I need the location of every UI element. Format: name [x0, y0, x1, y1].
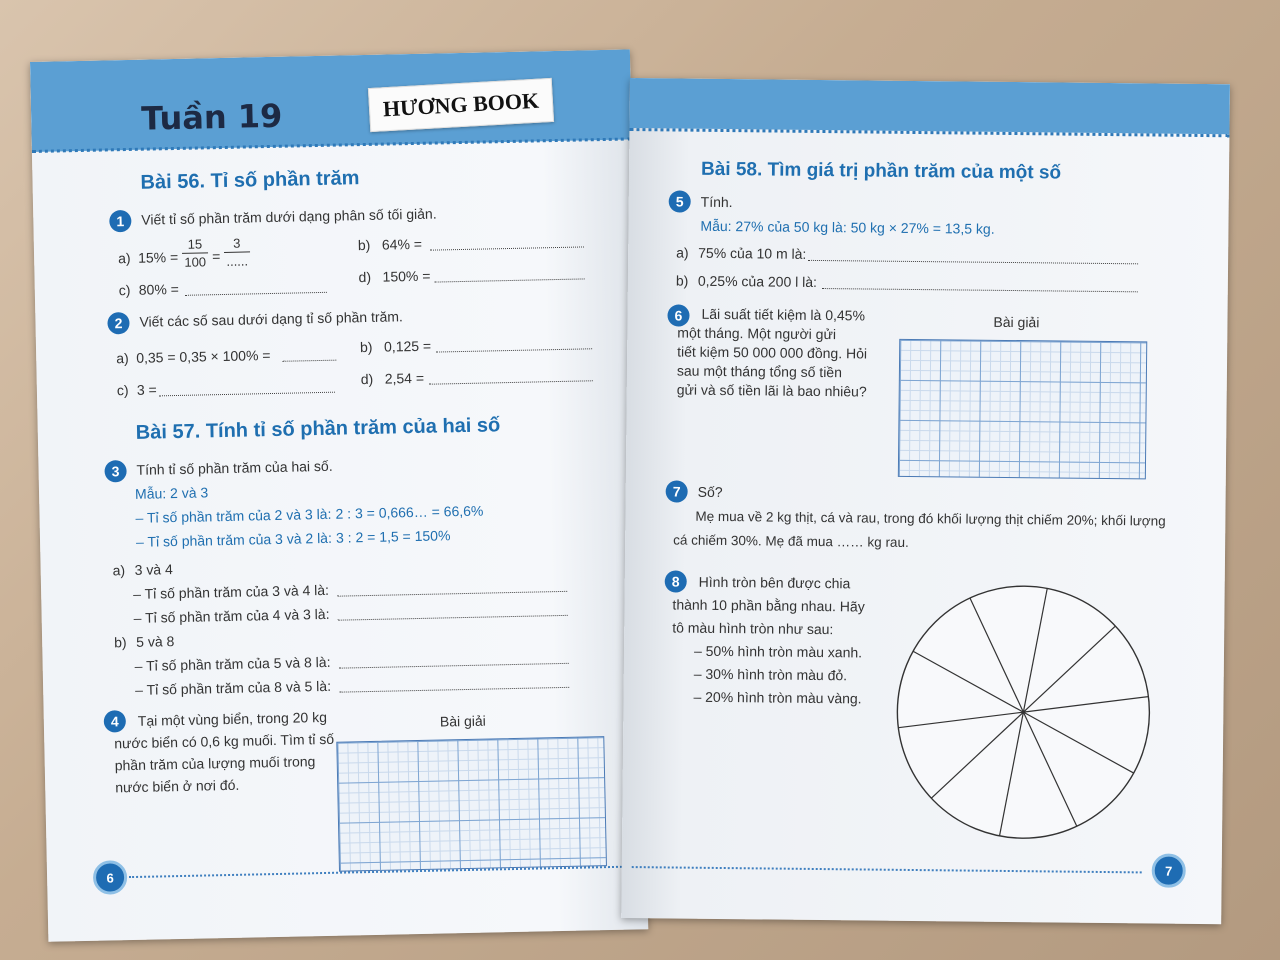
exercise-7-prompt: Số? [697, 483, 723, 500]
ex3-b-2-text: – Tỉ số phần trăm của 8 và 5 là: [135, 677, 332, 698]
ex4-line-1: Tại một vùng biển, trong 20 kg [137, 708, 328, 729]
lesson-57-title: Bài 57. Tính tỉ số phần trăm của hai số [135, 414, 501, 444]
ex3-a-text: 3 và 4 [134, 561, 173, 578]
publisher-sticker: HƯƠNG BOOK [368, 78, 554, 132]
ex3-b-text: 5 và 8 [136, 633, 175, 650]
ex2-b-label: b) [359, 338, 373, 356]
exercise-5-badge: 5 [669, 190, 691, 212]
exercise-4-badge: 4 [104, 710, 126, 732]
ex8-item-red: – 30% hình tròn màu đỏ. [693, 665, 848, 684]
ex6-line-2: một tháng. Một người gửi [677, 324, 837, 343]
ex5-b-text: 0,25% của 200 l là: [697, 272, 818, 290]
ex2-d-label: d) [360, 370, 374, 388]
exercise-6-badge: 6 [667, 304, 689, 326]
numerator: 3 [233, 235, 241, 251]
page-number-right: 7 [1152, 854, 1186, 888]
ex2-b-text: 0,125 = [383, 337, 432, 355]
ex5-b-label: b) [675, 272, 689, 289]
exercise-1-badge: 1 [109, 210, 131, 232]
ex5-a-answer-line[interactable] [808, 260, 1138, 264]
ex1-c-text: 80% = [138, 280, 180, 298]
ex1-a-fraction-1 [182, 236, 209, 270]
ex8-line-1: Hình tròn bên được chia [698, 573, 851, 592]
ex4-line-4: nước biển ở nơi đó. [115, 776, 240, 796]
ex1-a-label: a) [117, 249, 131, 267]
exercise-1-prompt: Viết tỉ số phần trăm dưới dạng phân số tối giản. [141, 205, 437, 228]
ex3-sample-label: Mẫu: 2 và 3 [134, 484, 209, 502]
ex1-b-label: b) [357, 236, 371, 254]
ex5-sample: Mẫu: 27% của 50 kg là: 50 kg × 27% = 13,5 kg. [700, 217, 995, 237]
ex3-a-1-text: – Tỉ số phần trăm của 3 và 4 là: [132, 581, 330, 602]
ex4-line-2: nước biển có 0,6 kg muối. Tìm tỉ số [114, 730, 335, 752]
ex8-item-blue: – 50% hình tròn màu xanh. [693, 642, 863, 661]
page-number-left: 6 [93, 860, 128, 895]
lesson-56-title: Bài 56. Tỉ số phần trăm [140, 167, 360, 194]
ex1-b-text: 64% = [381, 235, 423, 253]
ex3-b-2-answer-line[interactable] [339, 687, 569, 693]
ex6-solution-grid[interactable] [898, 339, 1147, 480]
denominator: 100 [184, 254, 207, 270]
exercise-2-badge: 2 [107, 312, 129, 334]
ex3-sample-2-label: – Tỉ số phần trăm của 3 và 2 là: [135, 529, 333, 550]
exercise-6-prompt [677, 305, 868, 402]
numerator: 15 [187, 236, 203, 252]
ex2-a-text: 0,35 = 0,35 × 100% = [136, 347, 271, 366]
ex1-d-text: 150% = [382, 267, 431, 285]
ex1-d-label: d) [358, 268, 372, 286]
ex2-c-answer-line[interactable] [159, 392, 335, 397]
ex1-c-answer-line[interactable] [185, 292, 327, 296]
ex8-line-2: thành 10 phần bằng nhau. Hãy [672, 596, 865, 615]
ex2-d-text: 2,54 = [384, 369, 425, 387]
ex5-b-answer-line[interactable] [822, 288, 1138, 292]
ex3-sample-1-label: – Tỉ số phần trăm của 2 và 3 là: [135, 505, 332, 526]
ex8-item-yellow: – 20% hình tròn màu vàng. [693, 688, 862, 707]
exercise-8-prompt [671, 570, 872, 710]
exercise-3-badge: 3 [104, 460, 126, 482]
ex8-line-3: tô màu hình tròn như sau: [672, 619, 834, 638]
denominator: ...... [226, 253, 249, 269]
ex3-a-2-answer-line[interactable] [338, 615, 568, 621]
ex6-solution-label: Bài giải [993, 313, 1040, 331]
ex7-line-2: cá chiếm 30%. Mẹ đã mua …… kg rau. [673, 532, 909, 550]
ex1-a-text: 15% = [137, 248, 179, 266]
ex6-line-4: sau một tháng tổng số tiền [676, 362, 843, 381]
ex5-a-label: a) [676, 244, 689, 261]
ex6-line-5: gửi và số tiền lãi là bao nhiêu? [676, 381, 867, 400]
ex7-line-1: Mẹ mua về 2 kg thịt, cá và rau, trong đó khối lượng thịt chiếm 20%; khối lượng [695, 508, 1166, 529]
header-band [629, 78, 1229, 134]
ex4-line-3: phần trăm của lượng muối trong [114, 753, 316, 774]
exercise-3-prompt: Tính tỉ số phần trăm của hai số. [136, 457, 333, 478]
ex2-d-answer-line[interactable] [429, 380, 593, 384]
ex1-d-answer-line[interactable] [435, 278, 585, 282]
ex6-line-1: Lãi suất tiết kiệm là 0,45% [701, 305, 866, 324]
ex3-sample-2-result: 3 : 2 = 1,5 = 150% [335, 527, 451, 546]
week-title: Tuần 19 [140, 96, 283, 138]
ex3-a-1-answer-line[interactable] [337, 591, 567, 597]
ex1-a-equals: = [211, 248, 221, 265]
ex1-c-label: c) [118, 281, 131, 299]
ex2-a-answer-line[interactable] [282, 360, 336, 362]
ex5-a-text: 75% của 10 m là: [698, 244, 807, 262]
exercise-8-badge: 8 [665, 570, 687, 592]
ex3-a-label: a) [112, 562, 126, 579]
exercise-7-badge: 7 [666, 480, 688, 502]
right-page [621, 78, 1230, 924]
ex2-c-text: 3 = [136, 381, 157, 398]
left-page [30, 49, 648, 941]
ex4-solution-label: Bài giải [439, 712, 486, 730]
ex3-b-1-answer-line[interactable] [339, 663, 569, 669]
ex3-b-label: b) [114, 634, 127, 651]
ex6-line-3: tiết kiệm 50 000 000 đồng. Hỏi [677, 343, 868, 362]
ex2-b-answer-line[interactable] [436, 348, 592, 352]
ex3-a-2-text: – Tỉ số phần trăm của 4 và 3 là: [133, 605, 330, 626]
exercise-4-prompt [114, 705, 356, 798]
exercise-2-prompt: Viết các số sau dưới dạng tỉ số phần trăm. [139, 308, 404, 330]
ex3-sample-1-result: 2 : 3 = 0,666… = 66,6% [335, 502, 484, 522]
ex1-b-answer-line[interactable] [430, 246, 584, 250]
circle-10-parts[interactable] [892, 581, 1155, 844]
footer-dotted-line [632, 866, 1142, 873]
ex3-b-1-text: – Tỉ số phần trăm của 5 và 8 là: [134, 653, 331, 674]
lesson-58-title: Bài 58. Tìm giá trị phần trăm của một số [700, 158, 1062, 184]
ex2-a-label: a) [116, 350, 129, 367]
exercise-5-prompt: Tính. [700, 193, 733, 211]
ex2-c-label: c) [116, 382, 129, 399]
ex1-a-fraction-2 [224, 235, 251, 269]
ex4-solution-grid[interactable] [336, 736, 607, 872]
